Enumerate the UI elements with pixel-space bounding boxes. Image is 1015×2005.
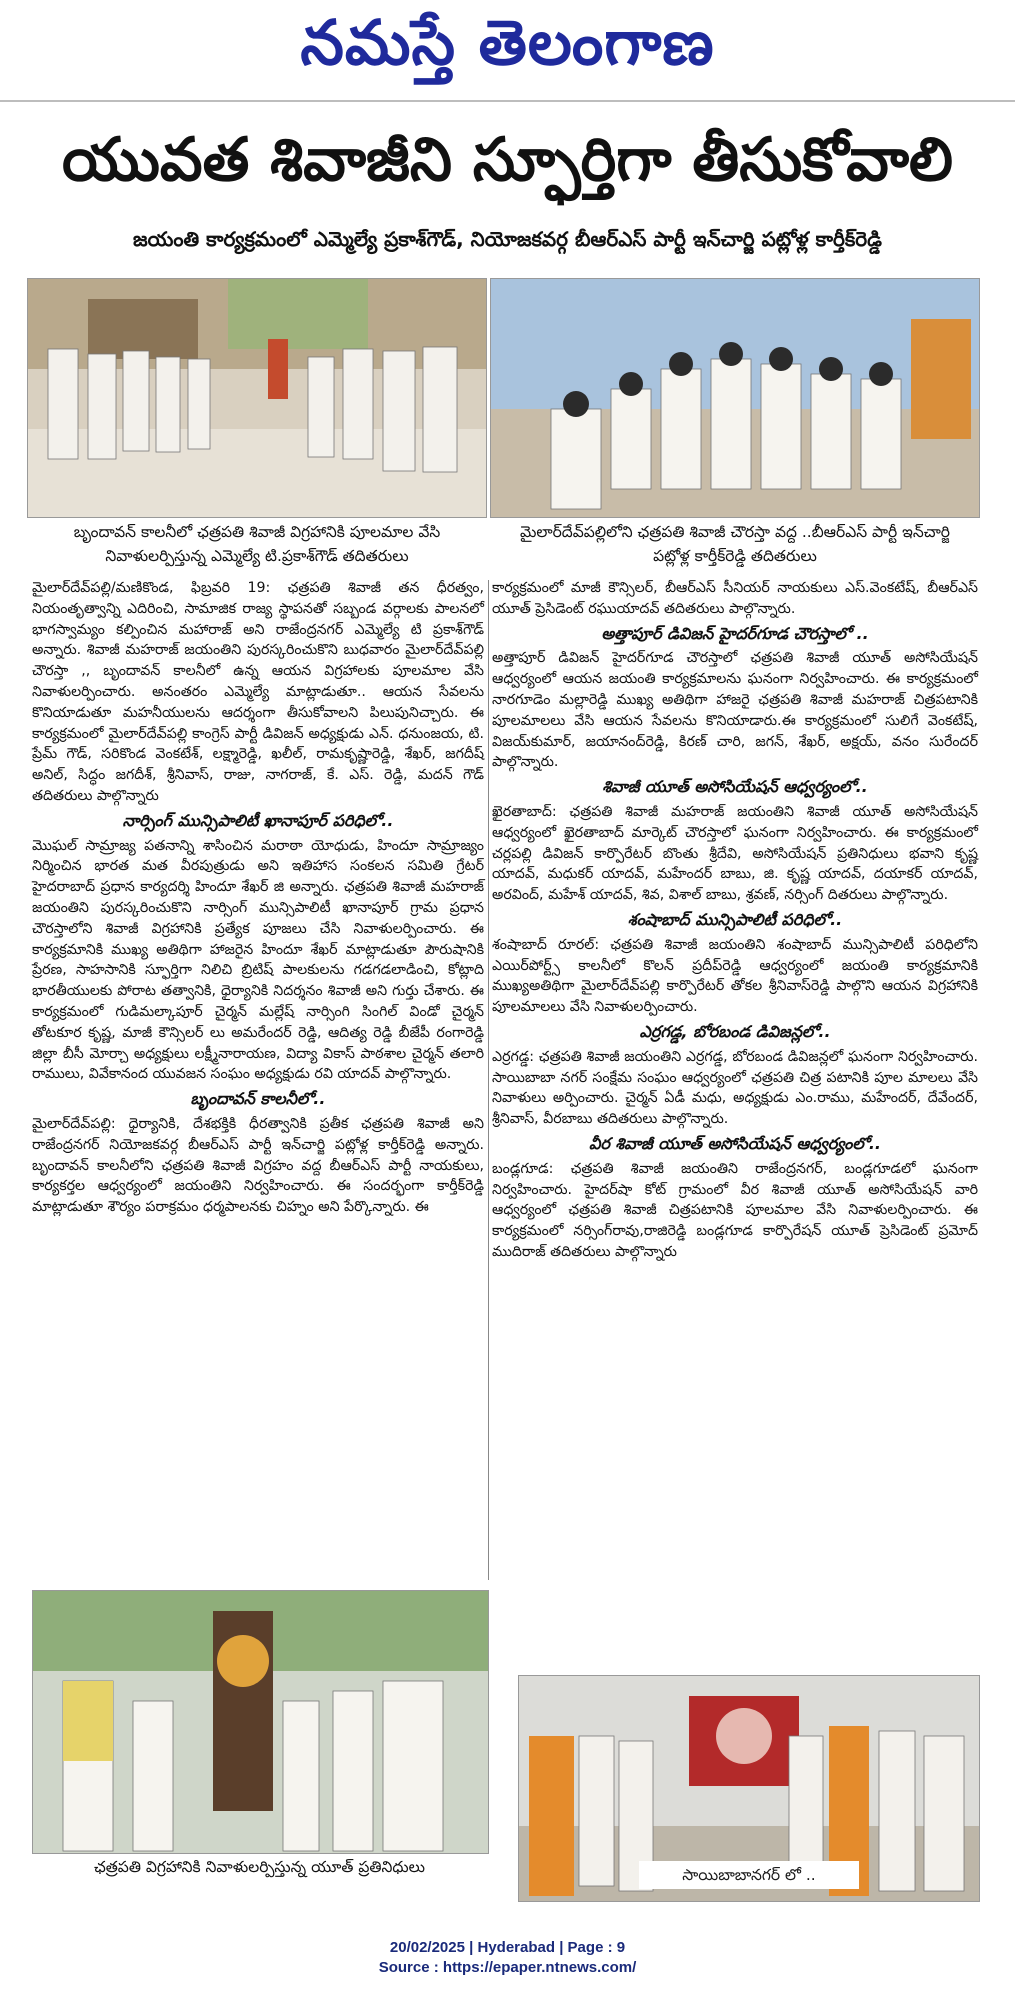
right-paragraph-4: శంషాబాద్ రూరల్: ఛత్రపతి శివాజీ జయంతిని శంషాబాద్ మున్సిపాలిటీ పరిధిలోని ఎయిర్‌పోర్ట్స్ కాలనీలో కొలన్ ప్రదీప్‌రెడ్డి ఆధ్వర్యంలో జయంతి కార్యక్రమానికి ముఖ్యఅతిథిగా మైలార్‌దేవ్‌పల్లి కార్పొరేటర్ తోకల శ్రీనివాస్‌రెడ్డి పాల్గొని ఆయన విగ్రహానికి పూలమాలలు వేసి నివాళులర్పించారు. [492, 936, 978, 1016]
left-section-heading-2: బృందావన్ కాలనీలో.. [190, 1089, 326, 1109]
left-paragraph-3: మైలార్‌దేవ్‌పల్లి: ధైర్యానికి, దేశభక్తికి ధీరత్వానికి ప్రతీక ఛత్రపతి శివాజీ అని రాజేంద్రనగర్ నియోజకవర్గ బీఆర్ఎస్ పార్టీ ఇన్‌చార్జి పట్లోళ్ల కార్తీక్‌రెడ్డి అన్నారు. బృందావన్ కాలనీలోని ఛత్రపతి శివాజీ విగ్రహం వద్ద బీఆర్ఎస్ పార్టీ నాయకులు, కార్యకర్తల ఆధ్వర్యంలో జయంతిని నిర్వహించారు. ఈ సందర్భంగా కార్తీక్‌రెడ్డి మాట్లాడుతూ శౌర్యం పరాక్రమం ధర్మపాలనకు చిహ్నం అని పేర్కొన్నారు. ఈ [32, 1115, 484, 1216]
subheadline: జయంతి కార్యక్రమంలో ఎమ్మెల్యే ప్రకాశ్‌గౌడ్, నియోజకవర్గ బీఆర్ఎస్ పార్టీ ఇన్‌చార్జి పట్లోళ్ల కార్తీక్‌రెడ్డి [133, 227, 882, 251]
left-paragraph-1: మైలార్‌దేవ్‌పల్లి/మణికొండ, ఫిబ్రవరి 19: ఛత్రపతి శివాజీ తన ధీరత్వం, నియంతృత్వాన్ని ఎదిరించి, సామాజిక రాజ్య స్థాపనతో సబ్బండ వర్గాలకు పాలనలో భాగస్వామ్యం కల్పించిన మహారాజ్ అని రాజేంద్రనగర్ ఎమ్మెల్యే టి ప్రకాశ్‌గౌడ్ అన్నారు. శివాజీ మహరాజ్ జయంతిని పురస్కరించుకొని బుధవారం మైలార్‌దేవ్‌పల్లి చౌరస్తా ,, బృందావన్ కాలనీలో ఉన్న ఆయన విగ్రహాలకు పూలమాల వేసి నివాళులర్పించారు. అనంతరం ఎమ్మెల్యే మాట్లాడుతూ.. ఆయన సేవలను కొనియాడుతూ మహనీయులను ఆదర్శంగా తీసుకోవాలని పిలుపునిచ్చారు. ఈ కార్యక్రమంలో మైలార్‌దేవ్‌పల్లి కాంగ్రెస్ పార్టీ డివిజన్ అధ్యక్షుడు ఎన్. ధనుంజయ, టి. ప్రేమ్ గౌడ్, సరికొండ వెంకటేశ్, లక్ష్మారెడ్డి, ఖలీల్, రామకృష్ణారెడ్డి, శేఖర్, జగదీష్ అనిల్, సిద్ధం జగదీశ్, శ్రీనివాస్, రాజు, నాగరాజ్, కే. ఎస్. రెడ్డి, మదన్ గౌడ్ తదితరులు పాల్గొన్నారు [32, 580, 484, 804]
photo-top-right-image [491, 279, 979, 517]
right-paragraph-1: కార్యక్రమంలో మాజీ కౌన్సిలర్, బీఆర్ఎస్ సీనియర్ నాయకులు ఎస్.వెంకటేష్, బీఆర్ఎస్ యూత్ ప్రెసిడెంట్ రఘుయాదవ్ తదితరులు పాల్గొన్నారు. [492, 580, 978, 617]
right-section-heading-5: వీర శివాజీ యూత్ అసోసియేషన్ ఆధ్వర్యంలో.. [589, 1133, 881, 1153]
photo-bottom-left-image [33, 1591, 488, 1853]
left-column [32, 578, 484, 1583]
right-paragraph-6: బండ్లగూడ: ఛత్రపతి శివాజీ జయంతిని రాజేంద్రనగర్, బండ్లగూడలో ఘనంగా నిర్వహించారు. హైదర్‌షా కోట్ గ్రామంలో వీర శివాజీ యూత్ అసోసియేషన్ వారి ఆధ్వర్యంలో ఛత్రపతి శివాజీ చిత్రపటానికి పూలమాల వేసి నివాళులర్పించారు. ఈ కార్యక్రమంలో నర్సింగ్‌రావు,రాజిరెడ్డి బండ్లగూడ కార్పొరేషన్ యూత్ ప్రెసిడెంట్ ప్రమోద్ ముదిరాజ్ తదితరులు పాల్గొన్నారు [492, 1160, 978, 1260]
masthead [0, 0, 1015, 100]
photo-top-right [490, 278, 980, 518]
caption-bottom-right: సాయిబాబానగర్ లో .. [639, 1861, 859, 1889]
caption-top-left: బృందావన్ కాలనీలో ఛత్రపతి శివాజీ విగ్రహానికి పూలమాల వేసి నివాళులర్పిస్తున్న ఎమ్మెల్యే టి.ప్రకాశ్‌గౌడ్ తదితరులు [73, 523, 441, 565]
photo-bottom-right [518, 1675, 980, 1902]
masthead-title: నమస్తే తెలంగాణ [300, 6, 715, 79]
footer-date-page: 20/02/2025 | Hyderabad | Page : 9 [389, 1939, 626, 1956]
right-column [492, 578, 978, 1668]
photo-bottom-left [32, 1590, 489, 1854]
caption-bottom-left: ఛత్రపతి విగ్రహానికి నివాళులర్పిస్తున్న యూత్ ప్రతినిధులు [93, 1858, 426, 1876]
left-paragraph-2: మొఘల్ సామ్రాజ్య పతనాన్ని శాసించిన మరాఠా యోధుడు, హిందూ సామ్రాజ్యం నిర్మించిన భారత మత వీరపుత్రుడు అని ఇతిహాస సంకలన సమితి గ్రేటర్ హైదరాబాద్ ప్రధాన కార్యదర్శి హిందూ శేఖర్ జి అన్నారు. ఛత్రపతి శివాజీ మహరాజ్ జయంతిని పురస్కరించుకొని నార్సింగ్ మున్సిపాలిటీ ఖానాపూర్ గ్రామ ప్రధాన చౌరస్తాలోని శివాజీ విగ్రహానికి ప్రత్యేక పూజలు చేసి నివాళులర్పించారు. ఈ కార్యక్రమానికి ముఖ్య అతిథిగా హాజరైన హిందూ శేఖర్ మాట్లాడుతూ పౌరుషానికి ప్రేరణ, సాహసానికి స్ఫూర్తిగా నిలిచి బ్రిటిష్ పాలకులను గడగడలాడించి, కోట్లాది భారతీయులకు పోరాట తత్వానికి, ధైర్యానికి నిదర్శనం శివాజీ అని గుర్తు చేశారు. ఈ కార్యక్రమంలో గుడిమల్కాపూర్ చైర్మన్ మల్లేష్ నార్సింగి సింగిల్ విండో చైర్మన్ తోటకూర కృష్ణ, మాజీ కౌన్సిలర్ లు అమరేందర్ రెడ్డి, ఆదిత్య రెడ్డి బీజేపీ రంగారెడ్డి జిల్లా బీసీ మోర్చా అధ్యక్షులు లక్ష్మీనారాయణ, విద్యా వికాస్ పాఠశాల చైర్మన్ తలారి రాములు, వివేకానంద యువజన సంఘం అధ్యక్షుడు రవి యాదవ్ పాల్గొన్నారు. [32, 837, 484, 1083]
right-paragraph-2: అత్తాపూర్ డివిజన్ హైదర్‌గూడ చౌరస్తాలో ఛత్రపతి శివాజీ యూత్ అసోసియేషన్ ఆధ్వర్యంలో ఆయన జయంతి కార్యక్రమాలను ఘనంగా నిర్వహించారు. ఈ కార్యక్రమంలో నారగూడెం మల్లారెడ్డి ముఖ్య అతిథిగా హాజరై ఛత్రపతి శివాజీ మహరాజ్ చిత్రపటానికి పూలమాలలు వేసి ఆయన సేవలను కొనియాడారు.ఈ కార్యక్రమంలో సులిగే వెంకటేష్, విజయ్‌కుమార్, జయానంద్‌రెడ్డి, కిరణ్ చారి, జగన్, శేఖర్, అక్షయ్, వనం సురేందర్ పాల్గొన్నారు. [492, 650, 978, 771]
photo-top-left [27, 278, 487, 518]
footer-source: Source : https://epaper.ntnews.com/ [378, 1959, 637, 1976]
caption-top-right: మైలార్‌దేవ్‌పల్లిలోని ఛత్రపతి శివాజీ చౌరస్తా వద్ద ..బీఆర్ఎస్ పార్టీ ఇన్‌చార్జి పట్లోళ్ల కార్తీక్‌రెడ్డి తదితరులు [519, 523, 951, 565]
right-section-heading-3: శంషాబాద్ మున్సిపాలిటీ పరిధిలో.. [627, 909, 843, 929]
photo-top-left-image [28, 279, 486, 517]
right-paragraph-3: ఖైరతాబాద్: ఛత్రపతి శివాజీ మహరాజ్ జయంతిని శివాజీ యూత్ అసోసియేషన్ ఆధ్వర్యంలో ఖైరతాబాద్ మార్కెట్ చౌరస్తాలో ఘనంగా నిర్వహించారు. ఈ కార్యక్రమంలో చర్లపల్లి డివిజన్ కార్పొరేటర్ బొంతు శ్రీదేవి, అసోసియేషన్ ప్రతినిధులు భవాని కృష్ణ యాదవ్, మధుకర్ యాదవ్, మహేందర్ బాబు, జి. కృష్ణ యాదవ్, దయాకర్ యాదవ్, అరవింద్, మహేశ్ యాదవ్, శివ, విశాల్ బాబు, శ్రవణ్, నర్సింగ్ దితరులు పాల్గొన్నారు. [492, 803, 978, 904]
headline: యువత శివాజీని స్ఫూర్తిగా తీసుకోవాలి [61, 125, 954, 195]
left-section-heading-1: నార్సింగ్ మున్సిపాలిటీ ఖానాపూర్ పరిధిలో.. [122, 810, 394, 830]
right-section-heading-1: అత్తాపూర్ డివిజన్ హైదర్‌గూడ చౌరస్తాలో .. [601, 623, 869, 643]
footer [0, 1938, 1015, 1978]
column-divider [488, 580, 489, 1580]
masthead-divider [0, 100, 1015, 102]
right-paragraph-5: ఎర్రగడ్డ: ఛత్రపతి శివాజీ జయంతిని ఎర్రగడ్డ, బోరబండ డివిజన్లలో ఘనంగా నిర్వహించారు. సాయిబాబా నగర్ సంక్షేమ సంఘం ఆధ్వర్యంలో ఛత్రపతి చిత్ర పటానికి పూల మాలలు వేసి నివాళులు అర్పించారు. చైర్మన్ ఏడీ మధు, అధ్యక్షుడు ఎం.రాము, మహేందర్, దేవేందర్, శ్రీనివాస్, వీరబాబు తదితరులు పాల్గొన్నారు. [492, 1048, 978, 1128]
right-section-heading-4: ఎర్రగడ్డ, బోరబండ డివిజన్లలో.. [639, 1021, 831, 1041]
right-section-heading-2: శివాజీ యూత్ అసోసియేషన్ ఆధ్వర్యంలో.. [602, 777, 868, 797]
